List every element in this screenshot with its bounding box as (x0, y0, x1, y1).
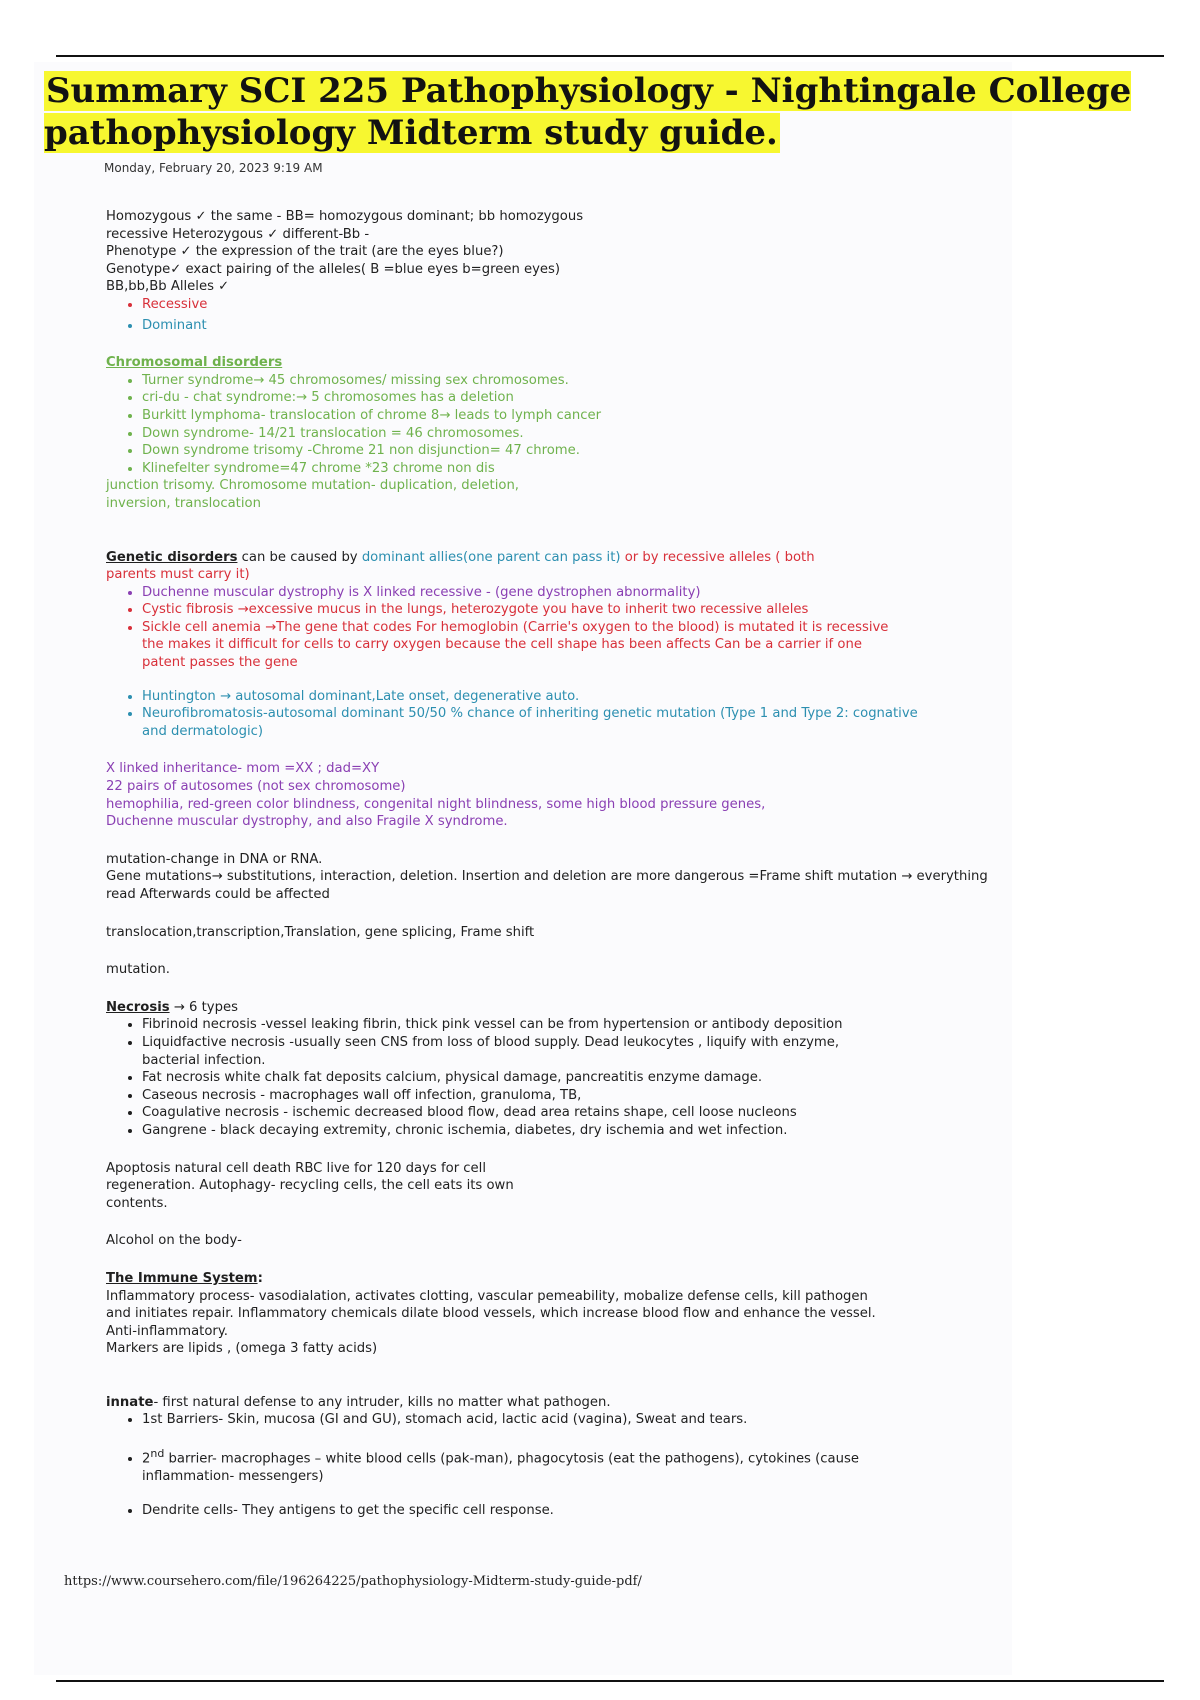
ordinal-number: 2 (142, 1451, 151, 1467)
source-url: https://www.coursehero.com/file/196264225/pathophysiology-Midterm-study-guide-pdf/ (64, 1574, 642, 1589)
spacer (106, 979, 1026, 999)
spacer (106, 1140, 1026, 1160)
list-item: • Gangrene - black decaying extremity, chronic ischemia, diabetes, dry ischemia and wet infection. (142, 1122, 942, 1140)
spacer (106, 672, 1026, 688)
chromosomal-continuation: junction trisomy. Chromosome mutation- duplication, deletion, (106, 478, 519, 494)
apoptosis-line: contents. (106, 1195, 168, 1211)
innate-list (106, 1411, 1026, 1429)
mutation-end: mutation. (106, 962, 170, 978)
spacer (106, 1250, 1026, 1270)
timestamp: Monday, February 20, 2023 9:19 AM (104, 161, 323, 175)
list-item: • 1st Barriers- Skin, mucosa (GI and GU), stomach acid, lactic acid (vagina), Sweat and tears. (142, 1411, 1026, 1429)
spacer (106, 1212, 1026, 1232)
list-item: • Fibrinoid necrosis -vessel leaking fibrin, thick pink vessel can be from hypertension or antibody deposition (142, 1016, 942, 1034)
necrosis-heading-line (106, 999, 1026, 1017)
page-title (44, 70, 1144, 154)
spacer (106, 904, 1026, 924)
immune-colon: : (257, 1270, 263, 1286)
list-item: • Down syndrome- 14/21 translocation = 46 chromosomes. (142, 425, 1026, 443)
list-item: • Caseous necrosis - macrophages wall off infection, granuloma, TB, (142, 1087, 942, 1105)
necrosis-heading: Necrosis (106, 999, 170, 1015)
chromosomal-list (106, 372, 1026, 478)
x-linked-line: X linked inheritance- mom =XX ; dad=XY (106, 761, 380, 777)
innate-list-2 (106, 1445, 862, 1486)
genetics-line: recessive Heterozygous ✓ different-Bb - (106, 226, 370, 242)
genetics-line: Genotype✓ exact pairing of the alleles( B =blue eyes b=green eyes) (106, 261, 561, 277)
apoptosis-line: regeneration. Autophagy- recycling cells, the cell eats its own (106, 1178, 514, 1194)
x-linked-line: 22 pairs of autosomes (not sex chromosome) (106, 779, 406, 795)
list-item: • Neurofibromatosis-autosomal dominant 50/50 % chance of inheriting genetic mutation (Type 1 and Type 2: cognative and dermatologic) (142, 705, 942, 740)
list-item: • Fat necrosis white chalk fat deposits calcium, physical damage, pancreatitis enzyme damage. (142, 1069, 942, 1087)
innate-text: - first natural defense to any intruder, kills no matter what pathogen. (153, 1394, 611, 1410)
list-item: • cri-du - chat syndrome:→ 5 chromosomes has a deletion (142, 389, 1026, 407)
spacer (106, 740, 1026, 760)
list-item: • Dendrite cells- They antigens to get the specific cell response. (142, 1502, 1026, 1520)
genetics-line: Phenotype ✓ the expression of the trait (are the eyes blue?) (106, 244, 504, 260)
dominant-alleles-text: dominant allies(one parent can pass it) (361, 549, 621, 565)
genetics-line: Homozygous ✓ the same - BB= homozygous dominant; bb homozygous (106, 209, 584, 224)
immune-line: Inflammatory process- vasodialation, activates clotting, vascular pemeability, mobalize defense cells, kill pathogen and initiates repair. Inflammatory chemicals dilate blood vessels, which increase blood flow and enhance the vessel. Anti-inflammatory. (106, 1288, 876, 1339)
list-item: • Burkitt lymphoma- translocation of chrome 8→ leads to lymph cancer (142, 407, 1026, 425)
apoptosis-line: Apoptosis natural cell death RBC live for 120 days for cell (106, 1160, 487, 1176)
innate-line (106, 1394, 1026, 1412)
list-item: • Huntington → autosomal dominant,Late onset, degenerative auto. (142, 688, 942, 706)
notes-body (106, 208, 1026, 1519)
genetic-disorders-list (106, 584, 902, 672)
spacer (106, 831, 1026, 851)
list-item: • Down syndrome trisomy -Chrome 21 non disjunction= 47 chrome. (142, 442, 1026, 460)
ordinal-suffix: nd (150, 1447, 165, 1461)
dominant-disorders-list (106, 688, 942, 741)
allele-type-list (106, 296, 1026, 334)
list-item: • Cystic fibrosis →excessive mucus in the lungs, heterozygote you have to inherit two recessive alleles (142, 601, 902, 619)
spacer (106, 1429, 1026, 1445)
allele-type-dominant: • Dominant (142, 317, 1026, 335)
allele-type-recessive: • Recessive (142, 296, 1026, 314)
list-item: • Coagulative necrosis - ischemic decreased blood flow, dead area retains shape, cell loose nucleons (142, 1104, 942, 1122)
chromosomal-heading: Chromosomal disorders (106, 355, 283, 371)
innate-list-3 (106, 1502, 1026, 1520)
recessive-alleles-text: or by recessive alleles ( both parents must carry it) (106, 549, 815, 583)
mutation-processes: translocation,transcription,Translation, gene splicing, Frame shift (106, 924, 535, 940)
spacer (106, 334, 1026, 354)
spacer (106, 513, 1026, 549)
necrosis-suffix: → 6 types (169, 999, 238, 1015)
mutation-line: Gene mutations→ substitutions, interaction, deletion. Insertion and deletion are more dangerous =Frame shift mutation → everything read Afterwards could be affected (106, 869, 988, 902)
list-item: • Duchenne muscular dystrophy is X linked recessive - (gene dystrophen abnormality) (142, 584, 902, 602)
intro-text: can be caused by (237, 549, 362, 565)
list-item: • Sickle cell anemia →The gene that codes For hemoglobin (Carrie's oxygen to the blood) is mutated it is recessive the makes it difficult for cells to carry oxygen because the cell shape has been affects Can be a carrier if one patent passes the gene (142, 619, 902, 672)
chromosomal-continuation: inversion, translocation (106, 495, 261, 511)
genetic-disorders-heading: Genetic disorders (106, 549, 238, 565)
barrier2-text: barrier- macrophages – white blood cells (pak-man), phagocytosis (eat the pathogens), cytokines (cause inflammation- messengers) (142, 1451, 859, 1485)
top-rule (56, 55, 1164, 57)
x-linked-line: Duchenne muscular dystrophy, and also Fragile X syndrome. (106, 814, 508, 830)
x-linked-line: hemophilia, red-green color blindness, congenital night blindness, some high blood pressure genes, (106, 796, 766, 812)
innate-heading: innate (106, 1394, 154, 1410)
immune-heading-line (106, 1270, 1026, 1288)
list-item: • Turner syndrome→ 45 chromosomes/ missing sex chromosomes. (142, 372, 1026, 390)
list-item: • Klinefelter syndrome=47 chrome *23 chrome non dis (142, 460, 1026, 478)
spacer (106, 1486, 1026, 1502)
spacer (106, 941, 1026, 961)
title-highlight: Summary SCI 225 Pathophysiology - Nightingale College pathophysiology Midterm study guide. (44, 71, 1132, 153)
immune-heading: The Immune System (106, 1270, 258, 1286)
mutation-line: mutation-change in DNA or RNA. (106, 851, 323, 867)
list-item (142, 1445, 862, 1486)
necrosis-list (106, 1016, 942, 1139)
genetics-line: BB,bb,Bb Alleles ✓ (106, 279, 230, 295)
genetic-disorders-intro (106, 549, 866, 584)
alcohol-line: Alcohol on the body- (106, 1233, 242, 1249)
list-item: • Liquidfactive necrosis -usually seen CNS from loss of blood supply. Dead leukocytes , liquify with enzyme, bacterial infection. (142, 1034, 842, 1069)
spacer (106, 1358, 1026, 1394)
bottom-rule (56, 1680, 1164, 1682)
immune-line: Markers are lipids , (omega 3 fatty acids) (106, 1341, 378, 1357)
